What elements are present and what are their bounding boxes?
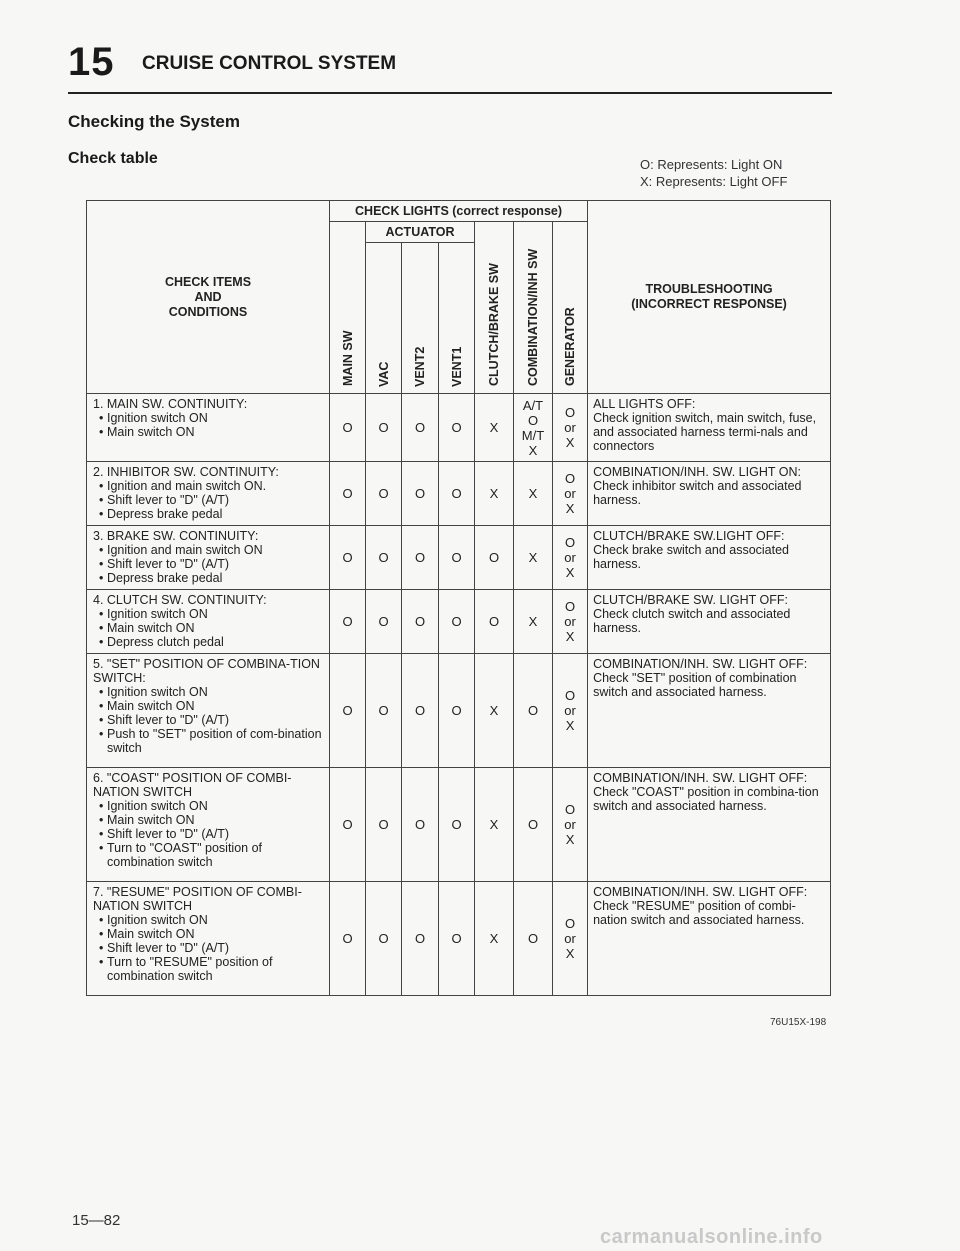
figure-code: 76U15X-198: [770, 1017, 827, 1028]
header-check-lights: CHECK LIGHTS (correct response): [330, 201, 588, 222]
check-item-title: 1. MAIN SW. CONTINUITY:: [93, 397, 248, 411]
light-value-line: X: [565, 501, 575, 516]
light-vent1-value: O: [439, 590, 475, 654]
light-value-line: O: [527, 931, 539, 946]
light-comb-value: [514, 394, 553, 462]
light-vent2-value: O: [402, 526, 439, 590]
light-clutch-value: X: [475, 882, 514, 996]
light-clutch-value: X: [475, 394, 514, 462]
troubleshooting-symptom: COMBINATION/INH. SW. LIGHT OFF:: [593, 771, 808, 785]
table-row: [87, 882, 831, 996]
header-combination-inh-sw: COMBINATION/INH SW: [514, 222, 553, 394]
light-value-line: O: [564, 405, 576, 420]
light-gen-value: [553, 526, 588, 590]
troubleshooting-cell: [588, 768, 831, 882]
header-actuator: ACTUATOR: [366, 222, 475, 243]
check-item-condition: • Depress brake pedal: [93, 507, 323, 521]
check-item-condition: • Main switch ON: [93, 813, 323, 827]
troubleshooting-action: Check "SET" position of combination switch and associated harness.: [593, 671, 797, 699]
chapter-title: CRUISE CONTROL SYSTEM: [142, 53, 397, 74]
check-table: [86, 200, 831, 996]
page-number: 15—82: [72, 1212, 121, 1229]
check-item-condition: • Push to "SET" position of com-bination switch: [93, 727, 323, 755]
light-vac-value: O: [366, 768, 402, 882]
light-value-line: O: [564, 535, 576, 550]
light-vent1-value: O: [439, 462, 475, 526]
light-vent1-value: O: [439, 526, 475, 590]
header-clutch-brake-sw: CLUTCH/BRAKE SW: [475, 222, 514, 394]
check-item-condition: • Ignition switch ON: [93, 411, 323, 425]
check-item-cell: [87, 590, 330, 654]
table-row: [87, 526, 831, 590]
section-title: Checking the System: [68, 112, 240, 131]
light-main-value: O: [330, 526, 366, 590]
light-value-line: X: [565, 946, 575, 961]
light-vent1-value: O: [439, 768, 475, 882]
check-item-condition: • Main switch ON: [93, 927, 323, 941]
table-row: [87, 654, 831, 768]
troubleshooting-action: Check "RESUME" position of combi-nation switch and associated harness.: [593, 899, 805, 927]
troubleshooting-symptom: COMBINATION/INH. SW. LIGHT OFF:: [593, 885, 808, 899]
light-main-value: O: [330, 768, 366, 882]
light-value-line: M/T: [521, 427, 545, 443]
light-value-line: X: [565, 629, 575, 644]
check-item-title: 6. "COAST" POSITION OF COMBI-NATION SWITCH: [93, 771, 292, 799]
check-item-title: 4. CLUTCH SW. CONTINUITY:: [93, 593, 267, 607]
light-comb-value: [514, 654, 553, 768]
light-clutch-value: X: [475, 654, 514, 768]
light-gen-value: [553, 654, 588, 768]
light-value-line: O: [527, 412, 539, 428]
check-item-condition: • Shift lever to "D" (A/T): [93, 557, 323, 571]
light-vent1-value: O: [439, 882, 475, 996]
check-item-cell: [87, 526, 330, 590]
check-item-condition: • Turn to "COAST" position of combination switch: [93, 841, 323, 869]
light-vent1-value: O: [439, 394, 475, 462]
check-item-cell: [87, 462, 330, 526]
troubleshooting-cell: [588, 394, 831, 462]
troubleshooting-symptom: COMBINATION/INH. SW. LIGHT ON:: [593, 465, 801, 479]
light-comb-value: [514, 590, 553, 654]
header-generator: GENERATOR: [553, 222, 588, 394]
check-item-condition: • Depress brake pedal: [93, 571, 323, 585]
check-item-condition: • Shift lever to "D" (A/T): [93, 941, 323, 955]
light-vent2-value: O: [402, 768, 439, 882]
light-vac-value: O: [366, 882, 402, 996]
check-item-condition: • Ignition switch ON: [93, 799, 323, 813]
light-vent1-value: O: [439, 654, 475, 768]
light-value-line: X: [528, 614, 538, 629]
chapter-number: 15: [68, 40, 115, 84]
troubleshooting-action: Check clutch switch and associated harness.: [593, 607, 791, 635]
check-item-title: 7. "RESUME" POSITION OF COMBI-NATION SWITCH: [93, 885, 302, 913]
check-item-condition: • Depress clutch pedal: [93, 635, 323, 649]
light-value-line: or: [564, 817, 576, 832]
troubleshooting-action: Check brake switch and associated harness.: [593, 543, 789, 571]
light-gen-value: [553, 882, 588, 996]
light-gen-value: [553, 462, 588, 526]
check-item-cell: [87, 882, 330, 996]
light-clutch-value: O: [475, 526, 514, 590]
troubleshooting-symptom: CLUTCH/BRAKE SW.LIGHT OFF:: [593, 529, 785, 543]
watermark: carmanualsonline.info: [600, 1226, 823, 1248]
check-item-cell: [87, 394, 330, 462]
light-value-line: O: [564, 471, 576, 486]
troubleshooting-cell: [588, 882, 831, 996]
check-item-condition: • Main switch ON: [93, 699, 323, 713]
header-vent1: VENT1: [439, 243, 475, 394]
troubleshooting-symptom: COMBINATION/INH. SW. LIGHT OFF:: [593, 657, 808, 671]
check-item-condition: • Main switch ON: [93, 425, 323, 439]
troubleshooting-action: Check "COAST" position in combina-tion switch and associated harness.: [593, 785, 819, 813]
light-gen-value: [553, 768, 588, 882]
header-main-sw: MAIN SW: [330, 222, 366, 394]
light-vent2-value: O: [402, 590, 439, 654]
light-value-line: or: [564, 420, 576, 435]
light-gen-value: [553, 590, 588, 654]
light-value-line: X: [528, 550, 538, 565]
light-vent2-value: O: [402, 654, 439, 768]
table-row: [87, 590, 831, 654]
light-value-line: O: [564, 802, 576, 817]
header-vac: VAC: [366, 243, 402, 394]
light-vac-value: O: [366, 590, 402, 654]
check-item-condition: • Shift lever to "D" (A/T): [93, 713, 323, 727]
light-value-line: X: [528, 442, 538, 458]
light-vac-value: O: [366, 394, 402, 462]
light-value-line: O: [564, 688, 576, 703]
table-row: [87, 394, 831, 462]
light-value-line: X: [565, 565, 575, 580]
legend-off: X: Represents: Light OFF: [640, 174, 788, 189]
light-value-line: or: [564, 486, 576, 501]
header-troubleshooting: TROUBLESHOOTING (INCORRECT RESPONSE): [588, 201, 831, 394]
light-value-line: X: [528, 486, 538, 501]
light-value-line: O: [527, 703, 539, 718]
light-value-line: O: [564, 916, 576, 931]
check-item-title: 5. "SET" POSITION OF COMBINA-TION SWITCH:: [93, 657, 320, 685]
light-vent2-value: O: [402, 462, 439, 526]
light-value-line: or: [564, 703, 576, 718]
light-comb-value: [514, 462, 553, 526]
page-header: [68, 40, 832, 94]
check-item-condition: • Shift lever to "D" (A/T): [93, 827, 323, 841]
table-row: [87, 768, 831, 882]
light-vac-value: O: [366, 654, 402, 768]
troubleshooting-cell: [588, 590, 831, 654]
light-value-line: O: [564, 599, 576, 614]
light-clutch-value: O: [475, 590, 514, 654]
light-clutch-value: X: [475, 768, 514, 882]
light-vac-value: O: [366, 526, 402, 590]
check-item-condition: • Ignition switch ON: [93, 685, 323, 699]
light-value-line: or: [564, 931, 576, 946]
light-value-line: O: [527, 817, 539, 832]
check-item-title: 3. BRAKE SW. CONTINUITY:: [93, 529, 259, 543]
troubleshooting-cell: [588, 462, 831, 526]
troubleshooting-cell: [588, 526, 831, 590]
subsection-title: Check table: [68, 150, 158, 167]
check-item-condition: • Turn to "RESUME" position of combination switch: [93, 955, 323, 983]
light-comb-value: [514, 768, 553, 882]
light-main-value: O: [330, 394, 366, 462]
light-value-line: X: [565, 718, 575, 733]
light-vent2-value: O: [402, 882, 439, 996]
light-main-value: O: [330, 882, 366, 996]
check-item-condition: • Ignition and main switch ON: [93, 543, 323, 557]
light-vac-value: O: [366, 462, 402, 526]
troubleshooting-action: Check ignition switch, main switch, fuse, and associated harness termi-nals and connectors: [593, 411, 817, 453]
light-main-value: O: [330, 462, 366, 526]
legend-on: O: Represents: Light ON: [640, 157, 783, 172]
check-item-cell: [87, 654, 330, 768]
check-item-cell: [87, 768, 330, 882]
table-row: [87, 462, 831, 526]
header-vent2: VENT2: [402, 243, 439, 394]
light-vent2-value: O: [402, 394, 439, 462]
check-item-title: 2. INHIBITOR SW. CONTINUITY:: [93, 465, 279, 479]
check-item-condition: • Ignition and main switch ON.: [93, 479, 323, 493]
check-item-condition: • Ignition switch ON: [93, 607, 323, 621]
light-value-line: A/T: [522, 397, 544, 413]
check-item-condition: • Shift lever to "D" (A/T): [93, 493, 323, 507]
light-gen-value: [553, 394, 588, 462]
check-item-condition: • Main switch ON: [93, 621, 323, 635]
light-value-line: X: [565, 832, 575, 847]
light-clutch-value: X: [475, 462, 514, 526]
light-main-value: O: [330, 654, 366, 768]
light-comb-value: [514, 526, 553, 590]
header-check-items: CHECK ITEMS AND CONDITIONS: [87, 201, 330, 394]
light-main-value: O: [330, 590, 366, 654]
light-value-line: or: [564, 614, 576, 629]
light-value-line: X: [565, 435, 575, 450]
check-item-condition: • Ignition switch ON: [93, 913, 323, 927]
troubleshooting-symptom: ALL LIGHTS OFF:: [593, 397, 696, 411]
troubleshooting-action: Check inhibitor switch and associated harness.: [593, 479, 802, 507]
legend: [640, 156, 787, 190]
troubleshooting-symptom: CLUTCH/BRAKE SW. LIGHT OFF:: [593, 593, 788, 607]
light-value-line: or: [564, 550, 576, 565]
troubleshooting-cell: [588, 654, 831, 768]
light-comb-value: [514, 882, 553, 996]
